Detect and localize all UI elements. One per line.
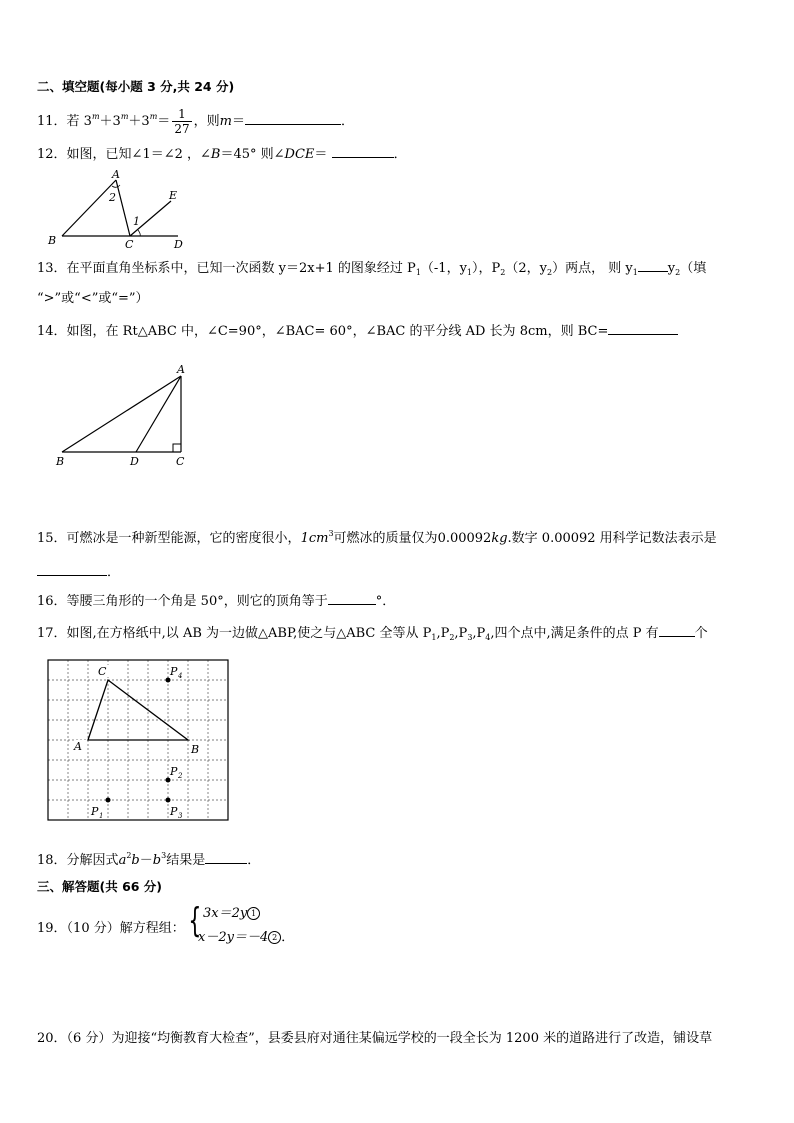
q14-text: 如图，在 Rt△ABC 中，∠C=90°，∠BAC= 60°，∠BAC 的平分线 AD 长为 8cm，则 BC= xyxy=(66,324,609,339)
point-p2 xyxy=(166,778,171,783)
q13-text: （-1，y xyxy=(420,261,467,276)
label-a: A xyxy=(177,363,185,376)
label-1: 1 xyxy=(133,215,140,228)
label-p4-sub: 4 xyxy=(178,672,183,680)
q11-eq-2: ＝ xyxy=(231,114,245,129)
q18-dot: ． xyxy=(247,853,261,868)
section-3-title: 三、解答题(共 66 分) xyxy=(37,879,163,894)
sup: 3 xyxy=(161,851,167,860)
q15-kg: kg xyxy=(491,531,508,546)
q19-equation-2 xyxy=(198,929,294,947)
q17-text: ,P xyxy=(472,626,486,641)
q18-a: a xyxy=(118,853,127,868)
q12-dot: ． xyxy=(393,147,407,162)
q17-text: ,四个点中,满足条件的点 P 有 xyxy=(490,626,659,641)
answer-blank[interactable] xyxy=(332,145,394,158)
q11-exp: m xyxy=(120,112,129,121)
question-19 xyxy=(37,920,185,938)
label-2: 2 xyxy=(109,191,116,204)
q13-text: （填 xyxy=(680,261,707,276)
question-13-line-2: “>”或“<”或“=”） xyxy=(37,291,149,306)
q11-eq: ＝ xyxy=(157,114,171,129)
equation-text: 3x＝2y xyxy=(203,906,248,921)
sub: 1 xyxy=(431,633,437,642)
q12-text-2: ＝45° 则∠ xyxy=(220,147,285,162)
sub: 2 xyxy=(449,633,455,642)
q16-text-2: °． xyxy=(375,594,396,609)
equation-text: x－2y＝－4 xyxy=(198,930,269,945)
triangle-abc xyxy=(88,680,188,740)
q12-text: 如图，已知∠1＝∠2 ，∠ xyxy=(66,147,211,162)
label-p2: P xyxy=(170,765,178,778)
label-a: A xyxy=(112,168,120,181)
angle-2-arc xyxy=(112,185,120,187)
label-p1-sub: 1 xyxy=(99,812,104,820)
q11-m: m xyxy=(219,114,232,129)
q17-grid-figure xyxy=(48,660,230,822)
q11-text-2: ，则 xyxy=(193,114,220,129)
question-14 xyxy=(37,322,678,341)
fraction-numerator: 1 xyxy=(172,107,191,122)
q13-text: ），P xyxy=(472,261,501,276)
question-number: 14． xyxy=(37,324,67,339)
question-11 xyxy=(37,102,354,137)
q20-text: （6 分）为迎接“均衡教育大检查”，县委县府对通往某偏远学校的一段全长为 1200 米的道路进行了改造，铺设草 xyxy=(66,1031,713,1046)
question-13 xyxy=(37,259,706,282)
q12-figure xyxy=(46,168,196,252)
q18-text-2: 结果是 xyxy=(166,853,206,868)
q15-dot: ． xyxy=(107,565,121,580)
q19-dot: ． xyxy=(281,930,295,945)
q17-text: ,P xyxy=(436,626,450,641)
question-number: 17． xyxy=(37,626,67,641)
q11-plus: ＋3 xyxy=(99,114,121,129)
q14-figure xyxy=(50,362,200,474)
question-15 xyxy=(37,525,717,548)
label-p2-sub: 2 xyxy=(178,772,183,780)
label-c: C xyxy=(125,238,134,251)
label-b: B xyxy=(56,455,65,468)
sub: 4 xyxy=(485,633,491,642)
q18-b: b xyxy=(131,853,140,868)
label-b: B xyxy=(191,743,200,756)
sub: 3 xyxy=(467,633,473,642)
question-number: 16． xyxy=(37,594,67,609)
label-p1: P xyxy=(91,805,99,818)
sup: 3 xyxy=(328,529,334,538)
label-e: E xyxy=(169,189,178,202)
answer-blank[interactable] xyxy=(328,592,376,605)
q18-minus: － xyxy=(139,853,153,868)
question-number: 20． xyxy=(37,1031,67,1046)
answer-blank[interactable] xyxy=(608,322,678,335)
sub: 1 xyxy=(466,268,473,277)
sub: 2 xyxy=(546,268,553,277)
q16-text: 等腰三角形的一个角是 50°，则它的顶角等于 xyxy=(66,594,328,609)
question-number: 15． xyxy=(37,531,67,546)
question-18 xyxy=(37,847,260,870)
q12-angle-dce: DCE xyxy=(284,147,315,162)
right-angle-mark xyxy=(173,444,181,452)
label-b: B xyxy=(48,234,57,247)
sub: 1 xyxy=(632,268,638,277)
label-p4: P xyxy=(170,665,178,678)
question-15-line-2 xyxy=(37,563,120,582)
q17-text: ,P xyxy=(454,626,468,641)
q12-angle-b: B xyxy=(210,147,221,162)
q15-text: 可燃冰的质量仅为 xyxy=(333,531,438,546)
question-16 xyxy=(37,592,395,611)
q13-text: ）两点， 则 y xyxy=(552,261,633,276)
q12-text-3: ＝ xyxy=(314,147,328,162)
line-ab xyxy=(62,376,181,452)
point-p4 xyxy=(166,678,171,683)
q17-text-2: 个 xyxy=(694,626,708,641)
q11-exp: m xyxy=(149,112,158,121)
answer-blank[interactable] xyxy=(659,624,695,637)
question-number: 19． xyxy=(37,921,67,936)
q17-text: 如图,在方格纸中,以 AB 为一边做△ABP,使之与△ABC 全等从 P xyxy=(66,626,432,641)
point-p1 xyxy=(106,798,111,803)
label-d: D xyxy=(174,238,183,251)
question-12 xyxy=(37,145,407,164)
circled-number: 2 xyxy=(268,931,281,944)
circled-number: 1 xyxy=(247,907,260,920)
answer-blank[interactable] xyxy=(638,259,668,272)
brace: { xyxy=(188,901,202,941)
answer-blank[interactable] xyxy=(37,563,107,576)
fraction-denominator: 27 xyxy=(174,122,190,136)
question-number: 18． xyxy=(37,853,67,868)
q15-text: 可燃冰是一种新型能源，它的密度很小， xyxy=(66,531,301,546)
sub: 2 xyxy=(675,268,681,277)
label-a: A xyxy=(74,740,82,753)
q11-text: 若 3 xyxy=(66,114,92,129)
sup: 2 xyxy=(126,851,132,860)
question-number: 11． xyxy=(37,114,67,129)
question-20 xyxy=(37,1030,712,1048)
sub: 1 xyxy=(415,268,421,277)
label-d: D xyxy=(130,455,139,468)
q11-dot: ． xyxy=(340,114,354,129)
fraction xyxy=(172,107,191,136)
q15-value: 0.00092 xyxy=(437,531,492,546)
question-number: 12． xyxy=(37,147,67,162)
line-ac xyxy=(116,180,130,236)
q15-text: .数字 0.00092 用科学记数法表示是 xyxy=(507,531,717,546)
answer-blank[interactable] xyxy=(245,112,341,125)
question-number: 13． xyxy=(37,261,67,276)
angle-1-arc xyxy=(138,230,140,236)
q11-plus: ＋3 xyxy=(128,114,150,129)
q19-text: （10 分）解方程组： xyxy=(66,921,185,936)
q18-text: 分解因式 xyxy=(66,853,119,868)
answer-blank[interactable] xyxy=(205,851,247,864)
label-p3: P xyxy=(170,805,178,818)
label-c: C xyxy=(176,455,185,468)
label-p3-sub: 3 xyxy=(178,812,183,820)
sub: 2 xyxy=(500,268,506,277)
q18-b: b xyxy=(152,853,162,868)
question-17 xyxy=(37,624,708,647)
q13-text: y xyxy=(667,261,676,276)
line-ab xyxy=(62,180,116,236)
q19-equation-1 xyxy=(203,905,260,923)
q15-unit: 1cm xyxy=(300,531,329,546)
q13-text: 在平面直角坐标系中，已知一次函数 y＝2x+1 的图象经过 P xyxy=(66,261,416,276)
line-ad xyxy=(136,376,181,452)
q11-exp: m xyxy=(91,112,100,121)
section-2-title: 二、填空题(每小题 3 分,共 24 分) xyxy=(37,79,235,94)
point-p3 xyxy=(166,798,171,803)
label-c: C xyxy=(98,665,107,678)
q13-text: （2，y xyxy=(505,261,547,276)
